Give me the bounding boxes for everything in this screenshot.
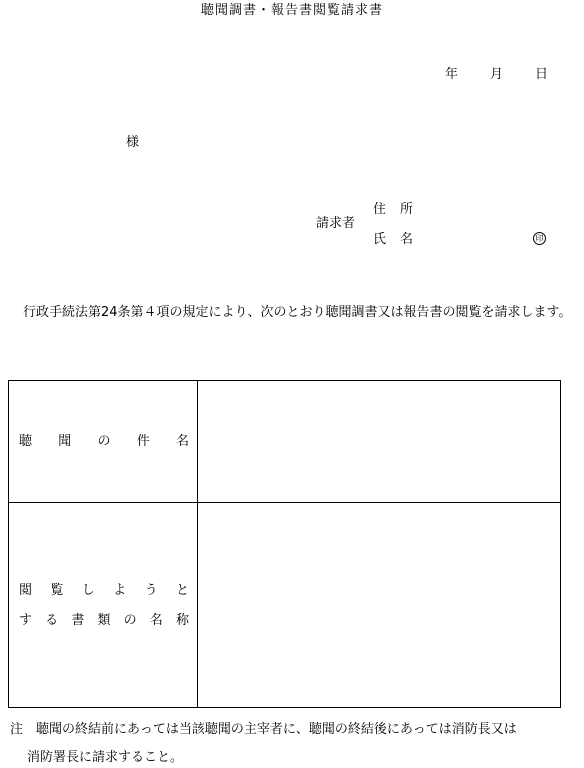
- hearing-title-value-cell[interactable]: [198, 381, 560, 502]
- document-name-value-cell[interactable]: [198, 502, 560, 707]
- document-name-label-line1-char: 閲: [19, 583, 33, 598]
- hearing-title-label-char: 聞: [58, 434, 72, 449]
- document-name-label-line1-char: よ: [113, 583, 127, 598]
- document-name-label-line2-char: る: [45, 613, 59, 628]
- hearing-title-label-char: の: [97, 434, 111, 449]
- document-name-label-line1-char: と: [175, 583, 189, 598]
- note-line-2: 消防署長に請求すること。: [27, 750, 184, 765]
- seal-icon: 印: [533, 232, 546, 245]
- name-label: 氏名: [373, 232, 428, 247]
- document-name-label-line2: [19, 614, 189, 627]
- note-line-1: 注 聴聞の終結前にあっては当該聴聞の主宰者に、聴聞の終結後にあっては消防長又は: [10, 722, 517, 737]
- document-name-label-line2-char: 称: [175, 613, 189, 628]
- document-name-label-line2-char: 類: [97, 613, 111, 628]
- document-name-label-line2-char: の: [123, 613, 137, 628]
- hearing-title-label-char: 名: [175, 434, 189, 449]
- hearing-title-label-cell: [9, 381, 198, 502]
- document-name-label-line2-char: 名: [149, 613, 163, 628]
- hearing-title-label-char: 聴: [19, 434, 33, 449]
- request-statement: 行政手続法第24条第４項の規定により、次のとおり聴聞調書又は報告書の閲覧を請求します。: [23, 305, 572, 320]
- addressee-honorific: 様: [126, 135, 140, 150]
- date-year-label: 年: [445, 67, 459, 82]
- table-row-hearing-title: [9, 381, 560, 503]
- hearing-title-label: [19, 435, 189, 448]
- document-name-label-line1-char: 覧: [50, 583, 64, 598]
- requester-label: 請求者: [316, 216, 356, 231]
- hearing-title-label-char: 件: [136, 434, 150, 449]
- date-month-label: 月: [490, 67, 504, 82]
- document-name-label-line1: [19, 584, 189, 597]
- document-name-label-cell: [9, 502, 198, 707]
- document-name-label-line1-char: う: [144, 583, 158, 598]
- document-title: 聴聞調書・報告書閲覧請求書: [200, 3, 383, 18]
- address-label: 住所: [373, 202, 428, 217]
- request-table: [8, 380, 561, 708]
- document-name-label-line2-char: 書: [71, 613, 85, 628]
- date-day-label: 日: [535, 67, 549, 82]
- table-row-document-name: [9, 502, 560, 707]
- document-name-label-line2-char: す: [19, 613, 33, 628]
- document-name-label-line1-char: し: [81, 583, 95, 598]
